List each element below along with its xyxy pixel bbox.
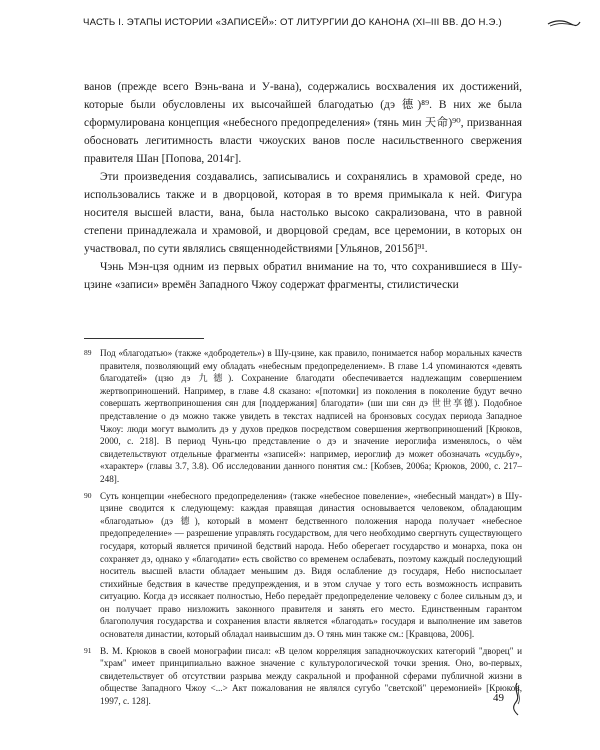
footnote-number: 91 [84,645,92,655]
footnote-number: 89 [84,348,92,357]
footnotes [84,347,522,712]
footnote [84,490,522,641]
footnote-text: В. М. Крюков в своей монографии писал: «В целом корреляция западночжоуских категорий "дворец" и "храм" имеет принципиально важное значение с культурологической точки зрения. Оно, во-первых, свидетельствует об отсутствии разрыва между сакральной и профанной сферами публичной жизни в обществе Западного Чжоу <...> Акт пожалования не являлся сугубо "светской" церемонией» [Крюков, 1997, с. 128]. [100,645,522,707]
running-title: ЧАСТЬ I. ЭТАПЫ ИСТОРИИ «ЗАПИСЕЙ»: ОТ ЛИТУРГИИ ДО КАНОНА (XI–III ВВ. ДО Н.Э.) [83,17,502,28]
footnote-text: Суть концепции «небесного предопределения» (также «небесное повеление», «небесный мандат») в Шу-цзине сводится к следующему: каждая правящая династия основывается человеком, обладающим «благодатью» (дэ 德), который в момент бедственного положения народа получает «небесное предопределение» — разрешение управлять государством, для чего необходимо свергнуть существующего государя, который является причиной бедствий народа. Небо оберегает государство и монарха, пока он сохраняет дэ, однако у «благодати» есть свойство со временем ослабевать, поэтому каждый последующий носитель высшей власти обладает меньшим дэ. Видя ослабление дэ государя, Небо ниспосылает стихийные бедствия в качестве предупреждения, и в этом случае у того есть возможность исправить ситуацию. Когда дэ иссякает полностью, Небо передаёт предопределение человеку с более сильным дэ, и он получает право низложить законного правителя и занять его место. Единственным гарантом благополучия государства и сохранения власти является «благодать» государя и выполнение им заветов основателя династии, который обладал наивысшим дэ. О тянь мин также см.: [Кравцова, 2006]. [100,490,522,640]
main-text [84,78,522,294]
footnote-separator [84,338,204,339]
paragraph: ванов (прежде всего Вэнь-вана и У-вана), содержались восхваления их достижений, которые были обусловлены их высочайшей благодатью (дэ 德)⁸⁹. В них же была сформулирована концепция «небесного предопределения» (тянь мин 天命)⁹⁰, призванная обосновать легитимность власти чжоуских ванов после насильственного свержения правителя Шан [Попова, 2014г]. [84,81,522,165]
page-number: 49 [493,692,504,704]
footnote-number: 90 [84,490,92,500]
header-flourish-icon [547,19,581,29]
paragraph: Эти произведения создавались, записывались и сохранялись в храмовой среде, но использовались также и в дворцовой, которая в то время примыкала к ней. Фигура носителя высшей власти, вана, была настолько высоко сакрализована, что в равной степени принадлежала и храмовой, и дворцовой средам, все церемонии, в которых он участвовал, по сути являлись священнодействиями [Ульянов, 2015б]⁹¹. [84,171,522,255]
footnote [84,347,522,486]
footnote-text: Под «благодатью» (также «добродетель») в Шу-цзине, как правило, понимается набор моральных качеств правителя, позволяющий ему обладать «небесным предопределением». В главе 1.4 упоминаются «девять благодатей» (цзю дэ 九德). Сохранение благодати обеспечивается надлежащим совершением жертвоприношений. Например, в главе 4.8 сказано: «[потомки] из поколения в поколение будут вечно совершать жертвоприношения сян для [поддержания] благодати» (ши ши сян дэ 世世享德). Подобное представление о дэ можно также увидеть в текстах надписей на бронзовых сосудах периода Западное Чжоу: люди могут вымолить дэ у духов предков посредством совершения жертвоприношений [Крюков, 2000, с. 218]. В период Чунь-цю представление о дэ и значение иероглифа изменялось, о чём свидетельствуют отдельные фрагменты «записей»: например, иероглиф дэ может обозначать «судьбу», «характер» (главы 3.7, 3.8). Об исследовании данного понятия см.: [Кобзев, 2006а; Крюков, 2000, с. 217–248]. [100,348,522,484]
page-ornament-icon [511,682,523,716]
running-header [83,13,563,35]
footnote [84,645,522,708]
paragraph: Чэнь Мэн-цзя одним из первых обратил внимание на то, что сохранившиеся в Шу-цзине «записи» времён Западного Чжоу содержат фрагменты, стилистически [84,261,522,291]
